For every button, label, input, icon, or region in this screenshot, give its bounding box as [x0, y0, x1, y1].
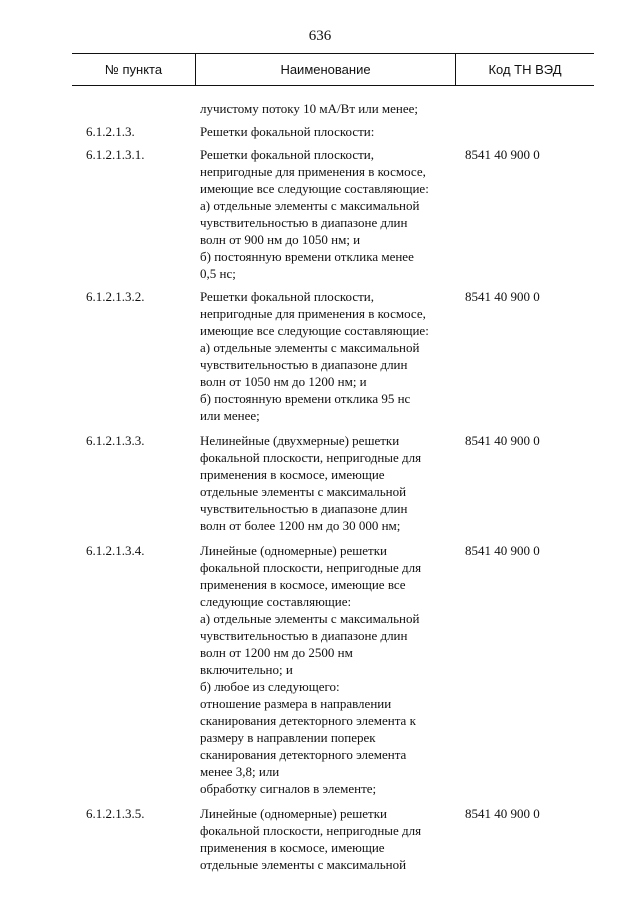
description-line: лучистому потоку 10 мА/Вт или менее;: [200, 101, 419, 116]
item-description: [200, 432, 455, 534]
description-line: фокальной плоскости, непригодные для: [200, 560, 422, 575]
description-line: Решетки фокальной плоскости,: [200, 289, 374, 304]
description-line: волн от 900 нм до 1050 нм; и: [200, 232, 361, 247]
description-line: чувствительностью в диапазоне длин: [200, 215, 408, 230]
description-line: б) постоянную времени отклика 95 нс: [200, 391, 411, 406]
description-line: б) постоянную времени отклика менее: [200, 249, 414, 264]
description-line: применения в космосе, имеющие все: [200, 577, 406, 592]
description-line: фокальной плоскости, непригодные для: [200, 450, 422, 465]
item-code: 8541 40 900 0: [465, 433, 540, 448]
header-code: Код ТН ВЭД: [488, 62, 562, 77]
description-line: Решетки фокальной плоскости:: [200, 124, 375, 139]
item-number: 6.1.2.1.3.2.: [86, 289, 145, 304]
table-header: [72, 53, 594, 86]
item-description: [200, 288, 455, 424]
table-row: [0, 123, 640, 140]
table-row: [0, 146, 640, 282]
item-description: [200, 542, 455, 797]
description-line: Нелинейные (двухмерные) решетки: [200, 433, 400, 448]
description-line: чувствительностью в диапазоне длин: [200, 501, 408, 516]
description-line: размеру в направлении поперек: [200, 730, 376, 745]
table-body: [0, 100, 640, 873]
description-line: применения в космосе, имеющие: [200, 467, 385, 482]
table-row: [0, 288, 640, 424]
item-code: 8541 40 900 0: [465, 806, 540, 821]
header-item-number: № пункта: [104, 62, 163, 77]
description-line: б) любое из следующего:: [200, 679, 340, 694]
description-line: волн от 1050 нм до 1200 нм; и: [200, 374, 367, 389]
item-description: [200, 146, 455, 282]
description-line: непригодные для применения в космосе,: [200, 306, 426, 321]
item-code: 8541 40 900 0: [465, 543, 540, 558]
description-line: менее 3,8; или: [200, 764, 280, 779]
page-number: 636: [308, 28, 332, 44]
description-line: применения в космосе, имеющие: [200, 840, 385, 855]
description-line: а) отдельные элементы с максимальной: [200, 611, 420, 626]
description-line: Линейные (одномерные) решетки: [200, 806, 387, 821]
item-number: 6.1.2.1.3.3.: [86, 433, 145, 448]
description-line: Линейные (одномерные) решетки: [200, 543, 387, 558]
header-name: Наименование: [280, 62, 371, 77]
description-line: чувствительностью в диапазоне длин: [200, 628, 408, 643]
description-line: сканирования детекторного элемента: [200, 747, 407, 762]
description-line: обработку сигналов в элементе;: [200, 781, 377, 796]
description-line: отношение размера в направлении: [200, 696, 392, 711]
description-line: чувствительностью в диапазоне длин: [200, 357, 408, 372]
description-line: волн от более 1200 нм до 30 000 нм;: [200, 518, 401, 533]
item-number: 6.1.2.1.3.: [86, 124, 135, 139]
description-line: Решетки фокальной плоскости,: [200, 147, 374, 162]
description-line: непригодные для применения в космосе,: [200, 164, 426, 179]
description-line: отдельные элементы с максимальной: [200, 857, 407, 872]
table-row: [0, 805, 640, 873]
table-row: [0, 432, 640, 534]
item-number: 6.1.2.1.3.1.: [86, 147, 145, 162]
description-line: волн от 1200 нм до 2500 нм: [200, 645, 353, 660]
item-code: 8541 40 900 0: [465, 289, 540, 304]
item-description: [200, 805, 455, 873]
description-line: а) отдельные элементы с максимальной: [200, 198, 420, 213]
description-line: включительно; и: [200, 662, 293, 677]
description-line: а) отдельные элементы с максимальной: [200, 340, 420, 355]
item-code: 8541 40 900 0: [465, 147, 540, 162]
description-line: следующие составляющие:: [200, 594, 352, 609]
description-line: отдельные элементы с максимальной: [200, 484, 407, 499]
description-line: имеющие все следующие составляющие:: [200, 323, 429, 338]
description-line: сканирования детекторного элемента к: [200, 713, 416, 728]
table-row: [0, 542, 640, 797]
description-line: имеющие все следующие составляющие:: [200, 181, 429, 196]
description-line: или менее;: [200, 408, 260, 423]
item-description: [200, 123, 455, 140]
item-description: [200, 100, 455, 117]
item-number: 6.1.2.1.3.5.: [86, 806, 145, 821]
description-line: фокальной плоскости, непригодные для: [200, 823, 422, 838]
description-line: 0,5 нс;: [200, 266, 236, 281]
table-row: [0, 100, 640, 117]
item-number: 6.1.2.1.3.4.: [86, 543, 145, 558]
